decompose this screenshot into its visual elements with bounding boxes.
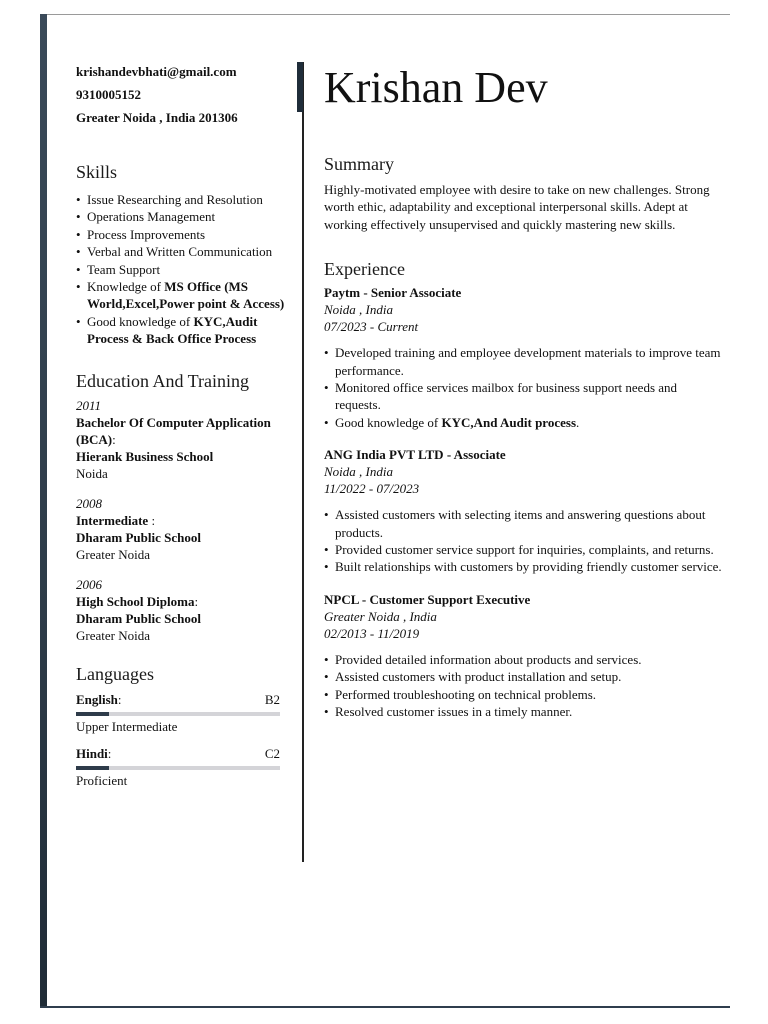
language-level-fill xyxy=(76,712,109,716)
job-item xyxy=(324,591,724,721)
candidate-name: Krishan Dev xyxy=(324,63,548,112)
bullet-prefix: Good knowledge of xyxy=(335,414,442,430)
degree-separator: : xyxy=(112,431,116,447)
experience-list xyxy=(324,284,724,720)
job-dates: 02/2013 - 11/2019 xyxy=(324,625,420,641)
education-year: 2011 xyxy=(76,397,102,413)
language-level-fill xyxy=(76,766,109,770)
education-title: Education And Training xyxy=(76,370,250,391)
bullet-text: Performed troubleshooting on technical problems. xyxy=(335,686,597,702)
education-school: Hierank Business School xyxy=(76,448,214,464)
language-separator: : xyxy=(117,691,122,707)
languages-section xyxy=(76,664,288,789)
contact-email[interactable]: krishandevbhati@gmail.com xyxy=(76,64,237,79)
top-rule xyxy=(40,14,730,15)
bottom-rule xyxy=(40,1006,730,1008)
education-school: Dharam Public School xyxy=(76,529,201,545)
language-label: English xyxy=(76,691,118,707)
job-bullet xyxy=(324,668,724,685)
bullet-bold-text: MS Office (MS World,Excel,Power point & Access) xyxy=(87,279,285,312)
job-dates: 11/2022 - 07/2023 xyxy=(324,481,420,497)
contact-location: Greater Noida , India 201306 xyxy=(76,110,238,125)
language-level-bar xyxy=(76,712,280,716)
language-item xyxy=(76,691,280,735)
bullet-suffix: . xyxy=(576,414,580,430)
language-code: B2 xyxy=(264,691,280,707)
job-bullets xyxy=(324,506,724,576)
job-title: ANG India PVT LTD - Associate xyxy=(324,447,506,463)
bullet-text: Assisted customers with selecting items and answering questions about products. xyxy=(335,507,706,540)
bullet-text: Provided detailed information about products and services. xyxy=(335,651,642,667)
education-year: 2006 xyxy=(76,576,102,592)
education-item xyxy=(76,495,288,563)
skills-section xyxy=(76,162,288,348)
degree-name: Bachelor Of Computer Application (BCA) xyxy=(76,414,271,447)
summary-section xyxy=(324,154,724,233)
contact-phone[interactable]: 9310005152 xyxy=(76,87,141,102)
language-level-text: Upper Intermediate xyxy=(76,718,178,734)
education-item xyxy=(76,576,288,644)
job-bullet xyxy=(324,506,724,541)
language-name xyxy=(76,691,122,708)
job-bullets xyxy=(324,344,724,431)
language-item xyxy=(76,745,280,789)
education-place: Noida xyxy=(76,465,108,481)
skill-item xyxy=(76,278,288,313)
bullet-text: Issue Researching and Resolution xyxy=(87,192,263,207)
education-place: Greater Noida xyxy=(76,546,150,562)
language-name xyxy=(76,745,111,762)
bullet-text: Assisted customers with product installation and setup. xyxy=(335,669,622,685)
degree-name: High School Diploma xyxy=(76,593,195,609)
language-separator: : xyxy=(107,745,112,761)
divider-accent xyxy=(297,62,303,112)
job-title: Paytm - Senior Associate xyxy=(324,285,462,301)
job-title: NPCL - Customer Support Executive xyxy=(324,591,531,607)
language-label: Hindi xyxy=(76,745,108,761)
job-location: Greater Noida , India xyxy=(324,608,437,624)
bullet-text: Operations Management xyxy=(87,209,216,225)
language-row xyxy=(76,691,280,708)
job-bullet xyxy=(324,703,724,720)
job-bullet xyxy=(324,379,724,414)
bullet-prefix: Knowledge of xyxy=(87,279,165,295)
skills-title: Skills xyxy=(76,162,118,182)
job-bullet xyxy=(324,541,724,558)
languages-title: Languages xyxy=(76,663,154,684)
job-bullet xyxy=(324,344,724,379)
education-degree xyxy=(76,593,288,610)
education-degree xyxy=(76,414,288,448)
bullet-text: Verbal and Written Communication xyxy=(87,244,273,260)
skill-item xyxy=(76,208,288,225)
bullet-prefix: Good knowledge of xyxy=(87,313,194,329)
skill-item xyxy=(76,243,288,260)
degree-name: Intermediate xyxy=(76,512,149,528)
job-bullet xyxy=(324,414,724,431)
job-bullet xyxy=(324,686,724,703)
education-item xyxy=(76,397,288,482)
education-place: Greater Noida xyxy=(76,627,150,643)
summary-text: Highly-motivated employee with desire to take on new challenges. Strong worth ethic, adaptability and exceptional interpersonal skills. Adept at working effectively unsupervised and quickly mastering new skills. xyxy=(324,182,710,232)
education-degree xyxy=(76,512,288,529)
job-location: Noida , India xyxy=(324,302,393,318)
skill-item xyxy=(76,261,288,278)
bullet-text: Provided customer service support for inquiries, complaints, and returns. xyxy=(335,542,714,558)
bullet-text: Resolved customer issues in a timely manner. xyxy=(335,704,573,720)
right-column xyxy=(324,60,724,736)
education-school: Dharam Public School xyxy=(76,610,201,626)
bullet-bold-text: KYC,Audit Process & Back Office Process xyxy=(87,313,258,347)
language-level-text: Proficient xyxy=(76,772,128,788)
bullet-text: Monitored office services mailbox for business support needs and requests. xyxy=(335,380,678,413)
skill-item xyxy=(76,226,288,243)
languages-list xyxy=(76,691,280,789)
job-item xyxy=(324,284,724,431)
experience-title: Experience xyxy=(324,259,405,280)
job-bullet xyxy=(324,558,724,575)
skill-item xyxy=(76,313,288,348)
skill-item xyxy=(76,191,288,208)
education-list xyxy=(76,397,288,644)
education-section xyxy=(76,371,288,644)
language-level-bar xyxy=(76,766,280,770)
contact-block xyxy=(76,60,288,129)
left-column xyxy=(76,60,288,799)
skills-list xyxy=(76,191,288,348)
job-item xyxy=(324,446,724,576)
experience-section xyxy=(324,259,724,720)
column-divider xyxy=(302,62,304,862)
bullet-text: Team Support xyxy=(87,261,161,277)
education-year: 2008 xyxy=(76,495,102,511)
bullet-text: Developed training and employee development materials to improve team performance. xyxy=(335,345,721,378)
job-bullets xyxy=(324,651,724,721)
bullet-text: Process Improvements xyxy=(87,226,206,242)
language-code: C2 xyxy=(264,745,280,761)
degree-separator: : xyxy=(194,593,199,609)
summary-title: Summary xyxy=(324,154,394,174)
job-location: Noida , India xyxy=(324,464,393,480)
bullet-text: Built relationships with customers by providing friendly customer service. xyxy=(335,559,722,575)
left-accent-bar xyxy=(40,14,47,1008)
job-bullet xyxy=(324,651,724,668)
bullet-bold-text: KYC,And Audit process xyxy=(441,414,576,430)
degree-separator: : xyxy=(148,512,156,528)
job-dates: 07/2023 - Current xyxy=(324,319,419,335)
language-row xyxy=(76,745,280,762)
